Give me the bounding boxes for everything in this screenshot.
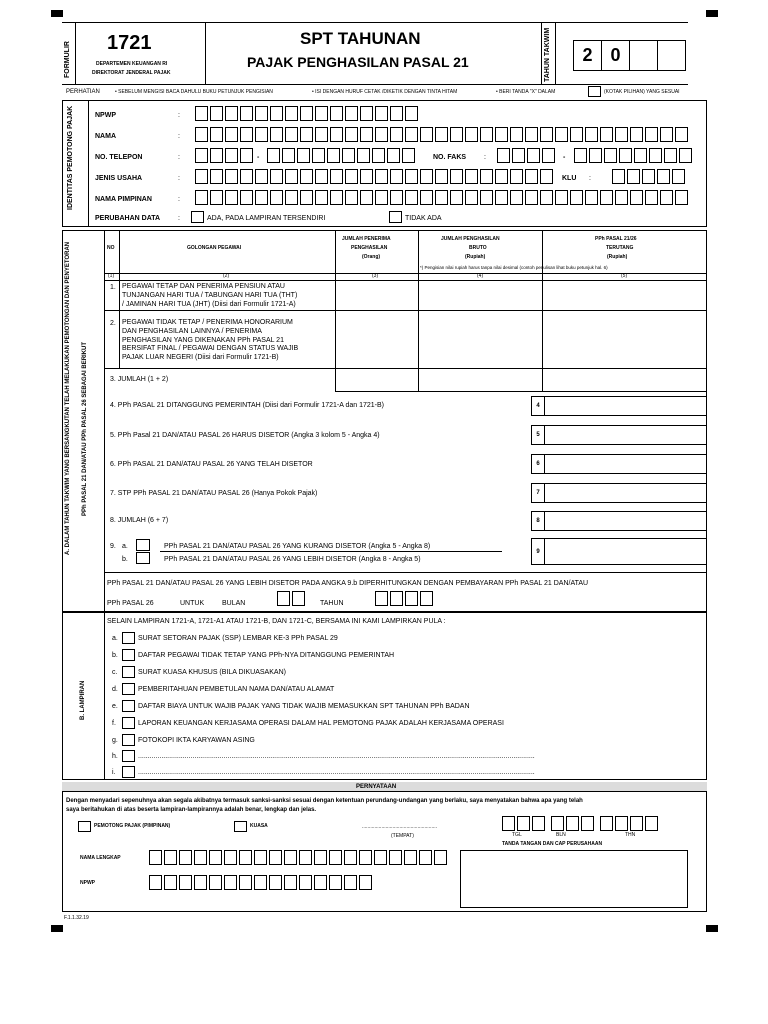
klu-input[interactable] — [612, 169, 687, 184]
nama-lengkap-input[interactable] — [149, 850, 449, 865]
row6-label: 6. PPh PASAL 21 DAN/ATAU PASAL 26 YANG TELAH DISETOR — [110, 461, 313, 468]
npwp-input[interactable] — [195, 106, 420, 121]
statement-npwp-input[interactable] — [149, 875, 374, 890]
col-penerima-header-3: (Orang) — [362, 254, 381, 260]
jenis-usaha-input[interactable] — [195, 169, 555, 184]
telepon-area-input[interactable] — [195, 148, 255, 163]
form-code: F.1.1.32.19 — [64, 915, 89, 921]
col-pph-header-1: PPh PASAL 21/26 — [595, 236, 637, 242]
nama-input[interactable] — [195, 127, 690, 142]
lampiran-a-checkbox[interactable] — [122, 632, 135, 644]
year-digit-2: 0 — [601, 40, 630, 71]
place-label: (TEMPAT) — [391, 833, 414, 839]
pemotong-checkbox[interactable] — [78, 821, 91, 832]
lampiran-e-label: DAFTAR BIAYA UNTUK WAJIB PAJAK YANG TIDAK WAJIB MEMASUKKAN SPT TAHUNAN PPh BADAN — [138, 703, 470, 710]
year-digit-1: 2 — [573, 40, 602, 71]
nama-lengkap-label: NAMA LENGKAP — [80, 855, 121, 861]
registration-mark-bottom-right — [706, 925, 718, 932]
statement-npwp-label: NPWP — [80, 880, 95, 886]
form-label: FORMULIR — [64, 41, 71, 78]
year-label: TAHUN TAKWIM — [544, 27, 551, 82]
row5-label: 5. PPh Pasal 21 DAN/ATAU PASAL 26 HARUS DISETOR (Angka 3 kolom 5 - Angka 4) — [110, 432, 380, 439]
lampiran-f-checkbox[interactable] — [122, 717, 135, 729]
notice-label: PERHATIAN — [66, 89, 100, 95]
lampiran-d-label: PEMBERITAHUAN PEMBETULAN NAMA DAN/ATAU ALAMAT — [138, 686, 335, 693]
header-top-rule — [62, 22, 688, 23]
row4-label: 4. PPh PASAL 21 DITANGGUNG PEMERINTAH (Diisi dari Formulir 1721-A dan 1721-B) — [110, 402, 384, 409]
date-input[interactable] — [502, 816, 660, 831]
col-pph-header-2: TERUTANG — [606, 245, 634, 251]
signature-box[interactable] — [460, 850, 688, 908]
lampiran-b-label: DAFTAR PEGAWAI TIDAK TETAP YANG PPh-NYA DITANGGUNG PEMERINTAH — [138, 652, 395, 659]
directorate-name: DIREKTORAT JENDERAL PAJAK — [92, 70, 171, 76]
notice-item-1: • SEBELUM MENGISI BACA DAHULU BUKU PETUNJUK PENGISIAN — [115, 89, 273, 95]
row9a-label: PPh PASAL 21 DAN/ATAU PASAL 26 YANG KURANG DISETOR (Angka 5 - Angka 8) — [164, 543, 431, 550]
row5-input[interactable] — [544, 425, 707, 445]
statement-body-1: Dengan menyadari sepenuhnya akan segala akibatnya termasuk sanksi-sanksi sesuai dengan ketentuan perundang-undangan yang berlaku, saya menyatakan bahwa apa yang telah — [66, 798, 583, 804]
col-golongan-header: GOLONGAN PEGAWAI — [187, 245, 242, 251]
lampiran-f-label: LAPORAN KEUANGAN KERJASAMA OPERASI DALAM HAL PEMOTONG PAJAK ADALAH KERJASAMA OPERASI — [138, 720, 504, 727]
notice-item-4: (KOTAK PILIHAN) YANG SESUAI — [604, 89, 680, 95]
row9a-checkbox[interactable] — [136, 539, 150, 551]
perubahan-label: PERUBAHAN DATA — [95, 215, 161, 222]
faks-number-input[interactable] — [574, 148, 694, 163]
nama-label: NAMA — [95, 133, 116, 140]
row1-bruto-input[interactable] — [419, 281, 541, 310]
kuasa-checkbox[interactable] — [234, 821, 247, 832]
klu-label: KLU — [562, 175, 577, 182]
rupiah-note: *) Pengisian nilai rupiah harus tanpa nilai desimal (contoh penulisan lihat buku petunjuk hal. 6) — [420, 265, 608, 270]
row2-bruto-input[interactable] — [419, 311, 541, 367]
row2-label: PEGAWAI TIDAK TETAP / PENERIMA HONORARIUM DAN PENGHASILAN LAINNYA / PENERIMA PENGHASILAN YANG DIKENAKAN PPh PASAL 21 BERSIFAT FINAL / PEGAWAI DENGAN STATUS WAJIB PAJAK LUAR NEGERI (Diisi dari Formulir 1721-B) — [122, 319, 299, 361]
lampiran-i-line[interactable]: ............................................................................................................................................................................................................ — [138, 769, 535, 776]
year-digit-3[interactable] — [629, 40, 658, 71]
row8-input[interactable] — [544, 511, 707, 531]
section-b-label: B. LAMPIRAN — [80, 680, 86, 720]
ministry-name: DEPARTEMEN KEUANGAN RI — [96, 61, 168, 67]
row4-input[interactable] — [544, 396, 707, 416]
faks-label: NO. FAKS — [433, 154, 467, 161]
col-bruto-header-1: JUMLAH PENGHASILAN — [441, 236, 500, 242]
col-penerima-header-2: PENGHASILAN — [351, 245, 388, 251]
form-number: 1721 — [107, 32, 152, 54]
identity-section-label: IDENTITAS PEMOTONG PAJAK — [67, 105, 74, 210]
lampiran-b-checkbox[interactable] — [122, 649, 135, 661]
row6-input[interactable] — [544, 454, 707, 474]
overpay-tahun-input[interactable] — [375, 591, 435, 606]
col-pph-header-3: (Rupiah) — [607, 254, 628, 260]
col-no-header: NO — [107, 245, 115, 251]
row3-pph-input[interactable] — [542, 368, 707, 392]
lampiran-e-checkbox[interactable] — [122, 700, 135, 712]
perubahan-ada-label: ADA, PADA LAMPIRAN TERSENDIRI — [207, 215, 326, 222]
npwp-label: NPWP — [95, 112, 116, 119]
row3-bruto-input[interactable] — [418, 368, 543, 392]
page-title: SPT TAHUNAN — [300, 29, 421, 48]
lampiran-intro: SELAIN LAMPIRAN 1721-A, 1721-A1 ATAU 1721-B, DAN 1721-C, BERSAMA INI KAMI LAMPIRKAN PULA : — [107, 618, 446, 625]
row9b-label: PPh PASAL 21 DAN/ATAU PASAL 26 YANG LEBIH DISETOR (Angka 8 - Angka 5) — [164, 556, 421, 563]
col-bruto-header-2: BRUTO — [469, 245, 487, 251]
telepon-number-input[interactable] — [267, 148, 417, 163]
sample-checkbox — [588, 86, 601, 97]
row7-label: 7. STP PPh PASAL 21 DAN/ATAU PASAL 26 (Hanya Pokok Pajak) — [110, 490, 318, 497]
perubahan-tidak-checkbox[interactable] — [389, 211, 402, 223]
faks-area-input[interactable] — [497, 148, 557, 163]
nama-pimpinan-input[interactable] — [195, 190, 690, 205]
notice-item-3: • BERI TANDA "X" DALAM — [496, 89, 556, 95]
row3-penerima-input[interactable] — [335, 368, 419, 392]
statement-body-2: saya beritahukan di atas beserta lampiran-lampirannya adalah benar, lengkap dan jelas. — [66, 807, 317, 813]
row3-label: 3. JUMLAH (1 + 2) — [110, 376, 169, 383]
lampiran-d-checkbox[interactable] — [122, 683, 135, 695]
lampiran-g-label: FOTOKOPI IKTA KARYAWAN ASING — [138, 737, 255, 744]
registration-mark-top-left — [51, 10, 63, 17]
perubahan-tidak-label: TIDAK ADA — [405, 215, 442, 222]
year-digit-4[interactable] — [657, 40, 686, 71]
tax-year-field[interactable] — [573, 40, 686, 71]
pemotong-label: PEMOTONG PAJAK (PIMPINAN) — [94, 823, 171, 829]
row7-input[interactable] — [544, 483, 707, 503]
nama-pimpinan-label: NAMA PIMPINAN — [95, 196, 152, 203]
overpay-bulan-input[interactable] — [277, 591, 307, 606]
row1-pph-input[interactable] — [543, 281, 706, 310]
col-bruto-header-3: (Rupiah) — [465, 254, 486, 260]
overpay-text: PPh PASAL 21 DAN/ATAU PASAL 26 YANG LEBIH DISETOR PADA ANGKA 9.b DIPERHITUNGKAN DENGAN PEMBAYARAN PPh PASAL 21 DAN/ATAU — [107, 580, 589, 587]
lampiran-h-checkbox[interactable] — [122, 750, 135, 762]
lampiran-c-label: SURAT KUASA KHUSUS (BILA DIKUASAKAN) — [138, 669, 286, 676]
signature-label: TANDA TANGAN DAN CAP PERUSAHAAN — [502, 841, 603, 847]
col-penerima-header-1: JUMLAH PENERIMA — [342, 236, 391, 242]
page-subtitle: PAJAK PENGHASILAN PASAL 21 — [247, 54, 469, 70]
jenis-usaha-label: JENIS USAHA — [95, 175, 143, 182]
row8-label: 8. JUMLAH (6 + 7) — [110, 517, 169, 524]
section-a-label-1: A. DALAM TAHUN TAKWIM YANG BERSANGKUTAN TELAH MELAKUKAN PEMOTONGAN DAN PENYETORAN — [65, 241, 71, 555]
lampiran-h-line[interactable]: ............................................................................................................................................................................................................ — [138, 753, 535, 760]
registration-mark-bottom-left — [51, 925, 63, 932]
perubahan-ada-checkbox[interactable] — [191, 211, 204, 223]
row1-label: PEGAWAI TETAP DAN PENERIMA PENSIUN ATAU TUNJANGAN HARI TUA / TABUNGAN HARI TUA (THT) / JAMINAN HARI TUA (JHT) (Diisi dari Formulir 1721-A) — [122, 283, 298, 308]
lampiran-c-checkbox[interactable] — [122, 666, 135, 678]
section-a-label-2: PPh PASAL 21 DAN/ATAU PPh PASAL 26 SEBAGAI BERIKUT — [82, 341, 88, 516]
telepon-label: NO. TELEPON — [95, 154, 143, 161]
row9b-checkbox[interactable] — [136, 552, 150, 564]
notice-item-2: • ISI DENGAN HURUF CETAK /DIKETIK DENGAN TINTA HITAM — [312, 89, 458, 95]
kuasa-label: KUASA — [250, 823, 268, 829]
place-input[interactable]: ...................................................... — [362, 824, 438, 830]
row1-penerima-input[interactable] — [336, 281, 417, 310]
registration-mark-top-right — [706, 10, 718, 17]
statement-title: PERNYATAAN — [356, 784, 397, 790]
lampiran-i-checkbox[interactable] — [122, 766, 135, 778]
header-bottom-rule — [62, 84, 688, 85]
row9-input[interactable] — [544, 538, 707, 565]
row2-pph-input[interactable] — [543, 311, 706, 367]
lampiran-a-label: SURAT SETORAN PAJAK (SSP) LEMBAR KE-3 PPh PASAL 29 — [138, 635, 338, 642]
lampiran-g-checkbox[interactable] — [122, 734, 135, 746]
row2-penerima-input[interactable] — [336, 311, 417, 367]
